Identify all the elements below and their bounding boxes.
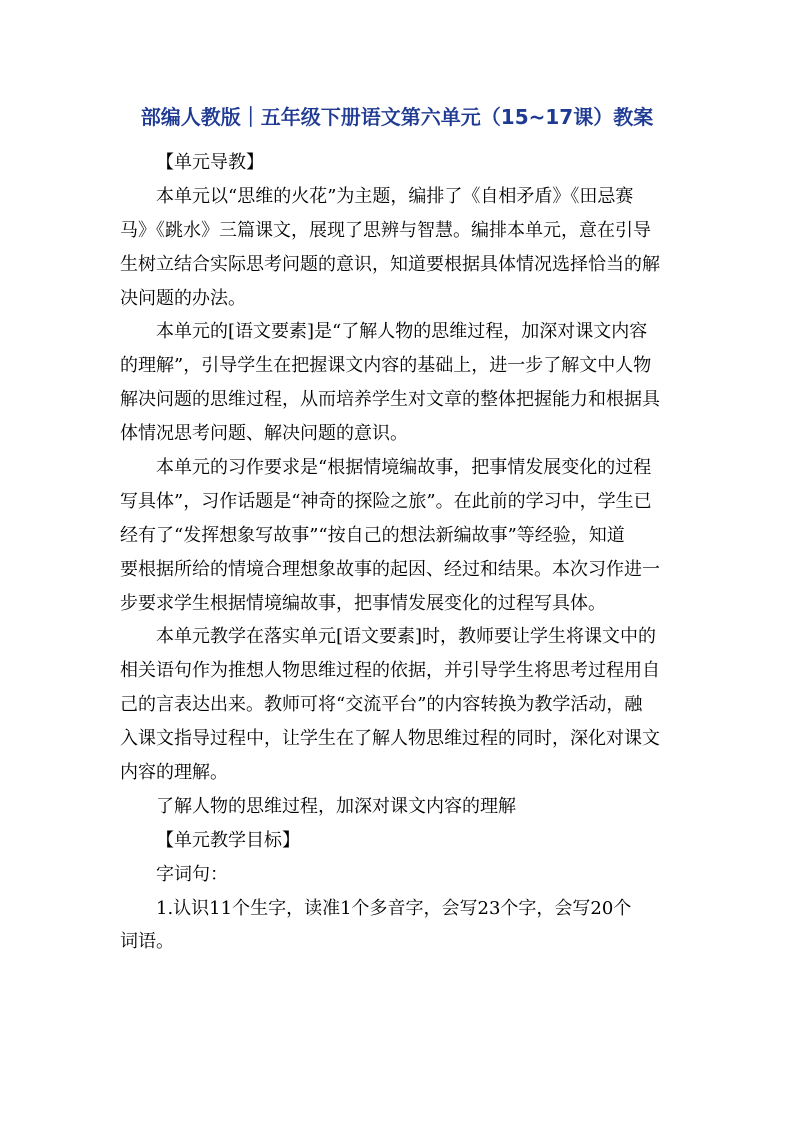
paragraph-line: 本单元以“思维的火花”为主题，编排了《自相矛盾》《田忌赛 [156,185,634,207]
paragraph-line: 本单元的[语文要素]是“了解人物的思维过程，加深对课文内容 [156,321,648,343]
paragraph-line: 决问题的办法。 [120,287,246,309]
paragraph-line: 要根据所给的情境合理想象故事的起因、经过和结果。本次习作进一 [120,558,660,580]
paragraph-line: 本单元的习作要求是“根据情境编故事，把事情发展变化的过程 [156,457,652,479]
document-body [120,146,680,959]
paragraph-line: 入课文指导过程中，让学生在了解人物思维过程的同时，深化对课文 [120,728,660,750]
paragraph-line: 己的言表达出来。教师可将“交流平台”的内容转换为教学活动，融 [120,694,643,716]
paragraph-line: 【单元导教】 [156,152,264,173]
paragraph-line: 字词句： [156,863,228,885]
paragraph-line: 解决问题的思维过程，从而培养学生对文章的整体把握能力和根据具 [120,389,660,411]
paragraph-line: 相关语句作为推想人物思维过程的依据，并引导学生将思考过程用自 [120,660,660,682]
paragraph-line: 1.认识11个生字，读准1个多音字，会写23个字，会写20个 [156,897,632,919]
paragraph-line: 了解人物的思维过程，加深对课文内容的理解 [156,795,516,817]
paragraph-line: 经有了“发挥想象写故事”“按自己的想法新编故事”等经验，知道 [120,524,625,546]
paragraph-line: 体情况思考问题、解决问题的意识。 [120,423,408,445]
document-title: 部编人教版｜五年级下册语文第六单元（15~17课）教案 [140,105,654,129]
paragraph-line: 写具体”，习作话题是“神奇的探险之旅”。在此前的学习中，学生已 [120,490,652,512]
paragraph-line: 马》《跳水》三篇课文，展现了思辨与智慧。编排本单元，意在引导 [120,219,651,241]
paragraph-line: 本单元教学在落实单元[语文要素]时，教师要让学生将课文中的 [156,626,657,648]
paragraph-line: 【单元教学目标】 [156,829,300,851]
paragraph-line: 词语。 [120,931,174,953]
paragraph-line: 生树立结合实际思考问题的意识，知道要根据具体情况选择恰当的解 [120,253,660,275]
paragraph-line: 步要求学生根据情境编故事，把事情发展变化的过程写具体。 [120,592,606,614]
paragraph-line: 的理解”，引导学生在把握课文内容的基础上，进一步了解文中人物 [120,355,652,377]
paragraph-line: 内容的理解。 [120,762,228,784]
